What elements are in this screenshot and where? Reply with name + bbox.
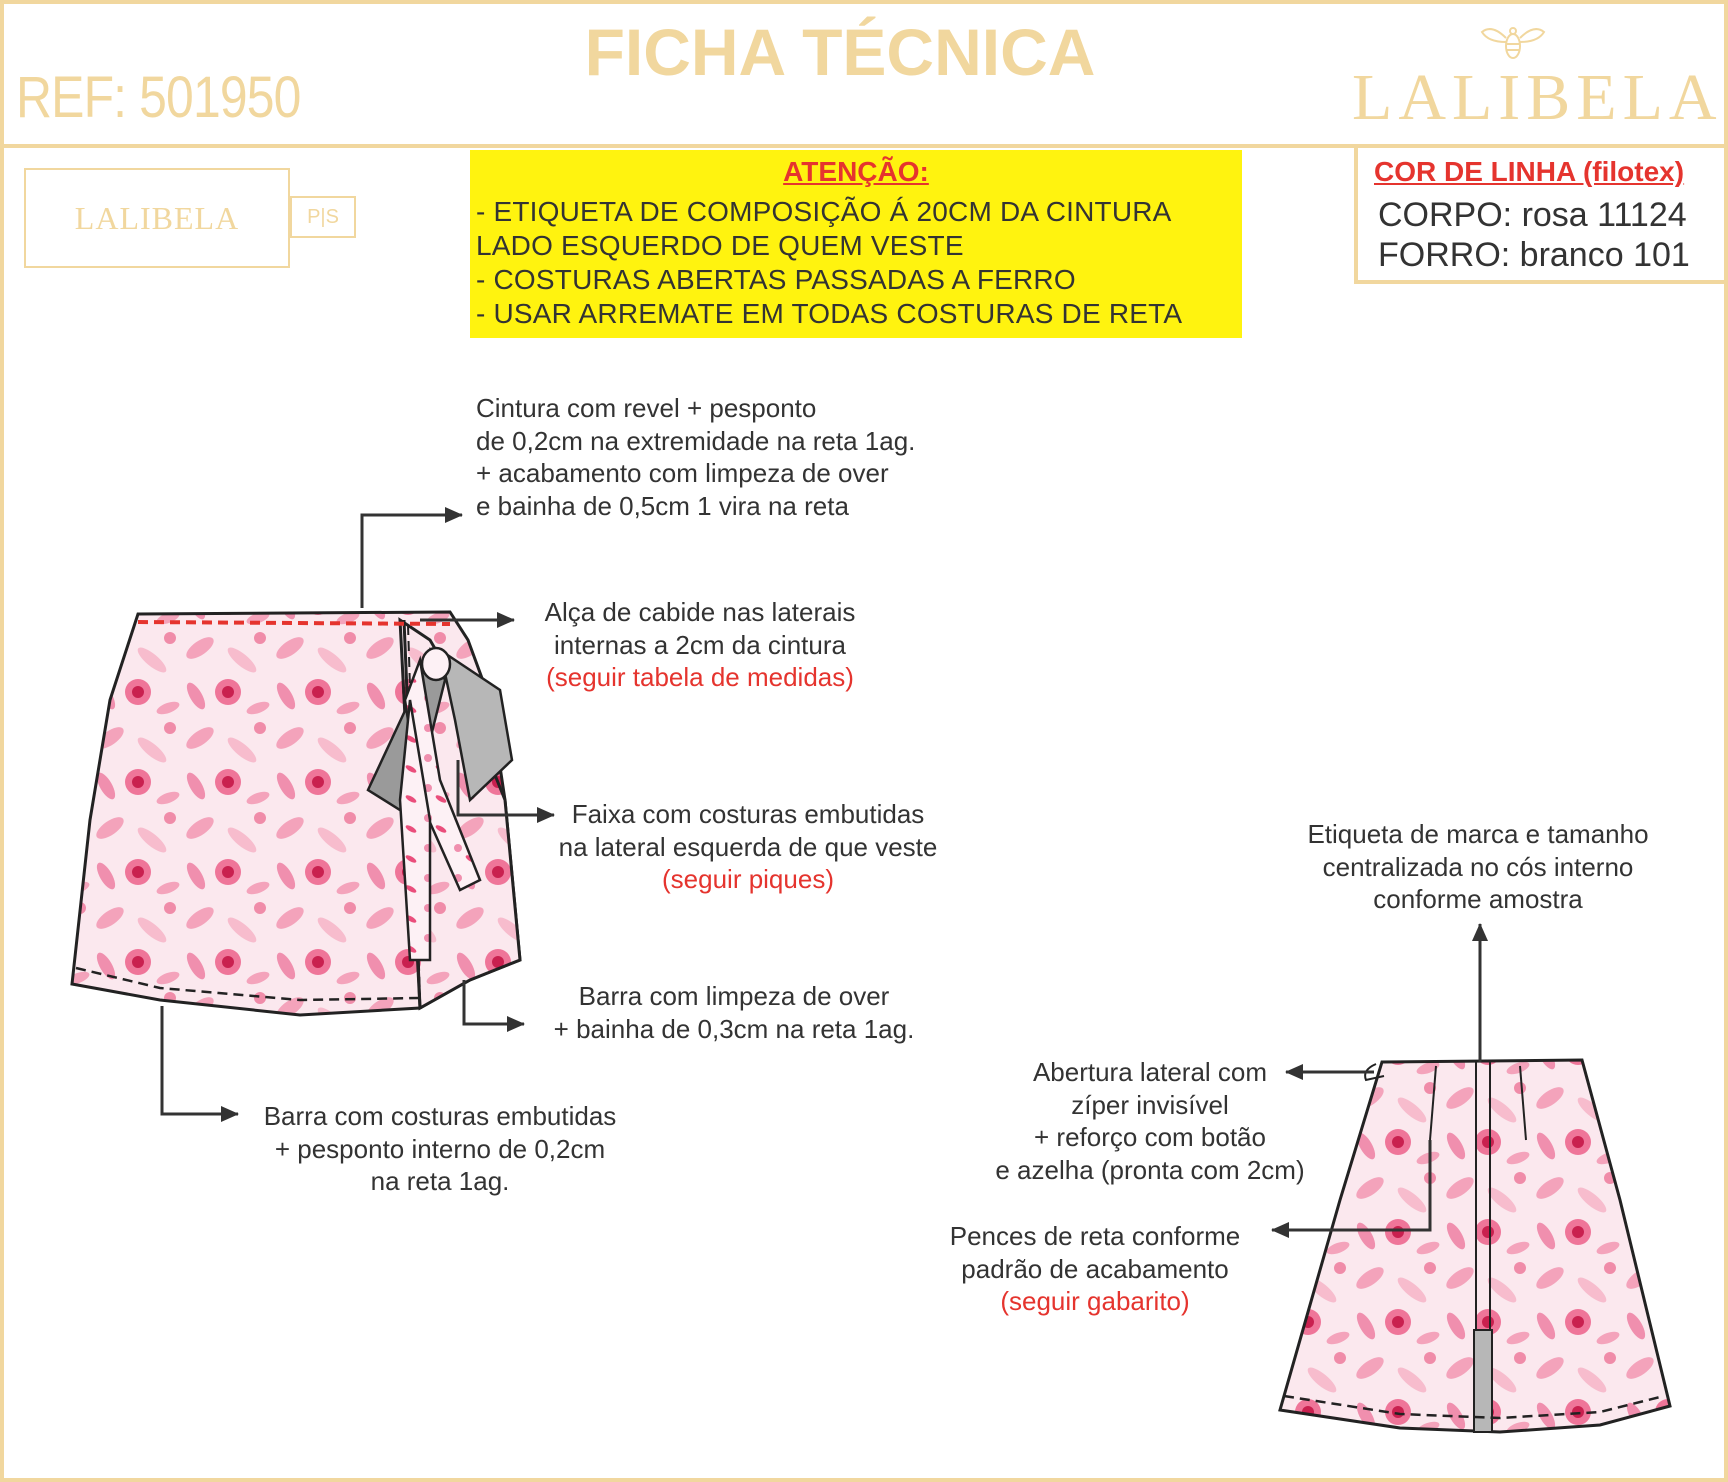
note-line: Cintura com revel + pesponto [476,393,817,423]
note-line: + bainha de 0,3cm na reta 1ag. [553,1013,915,1044]
note-line: Barra com costuras embutidas [263,1101,617,1131]
note-line: na reta 1ag. [370,1166,510,1196]
note-line: + reforço com botão [1034,1122,1266,1152]
note-line: e azelha (pronta com 2cm) [995,1154,1305,1185]
brand-tag-note [1278,818,1678,916]
note-line: conforme amostra [1373,884,1583,914]
note-line: zíper invisível [1071,1089,1229,1120]
hem-over-note [524,980,944,1045]
hem-inner-leader-arrow [162,1006,238,1114]
attention-line: - ETIQUETA DE COMPOSIÇÃO Á 20CM DA CINTURA [476,196,1172,227]
thread-color-title: COR DE LINHA (filotex) [1374,156,1685,187]
note-line: + pesponto interno de 0,2cm [274,1133,606,1164]
brand-logo: LALIBELA [1352,61,1723,134]
note-line: centralizada no cós interno [1322,851,1634,882]
hem-inner-note [240,1100,640,1198]
note-line: Pences de reta conforme [949,1221,1241,1251]
note-line: e bainha de 0,5cm 1 vira na reta [476,490,849,521]
label-brand-text: LALIBELA [74,200,240,236]
front-skirt-drawing [72,612,520,1015]
attention-line: - USAR ARREMATE EM TODAS COSTURAS DE RETA [476,298,1183,329]
waist-note [476,392,915,522]
note-line: de 0,2cm na extremidade na reta 1ag. [476,425,916,456]
size-label: P|S [290,196,356,238]
attention-title: ATENÇÃO: [783,156,929,187]
note-line: internas a 2cm da cintura [554,629,846,660]
note-line: Faixa com costuras embutidas [571,799,925,829]
note-line: + acabamento com limpeza de over [476,458,889,488]
thread-color-body: CORPO: rosa 11124 [1378,196,1687,234]
note-line: na lateral esquerda de que veste [558,831,938,862]
note-line: Etiqueta de marca e tamanho [1307,819,1649,849]
note-line: padrão de acabamento [961,1253,1229,1284]
note-line: Abertura lateral com [1032,1057,1268,1087]
note-instruction-red: (seguir piques) [662,864,834,894]
thread-color-lining: FORRO: branco 101 [1378,236,1690,274]
waist-leader-arrow [362,515,462,608]
reference-code: REF: 501950 [16,65,301,130]
hem-over-leader-arrow [464,980,524,1024]
zipper-note [960,1056,1340,1186]
hanger-note [510,596,890,694]
page-title: FICHA TÉCNICA [584,15,1096,89]
attention-line: LADO ESQUERDO DE QUEM VESTE [476,230,964,261]
darts-note [920,1220,1270,1318]
note-instruction-red: (seguir gabarito) [1000,1286,1190,1316]
note-instruction-red: (seguir tabela de medidas) [546,662,854,692]
sash-note [528,798,968,896]
note-line: Alça de cabide nas laterais [544,597,856,627]
attention-line: - COSTURAS ABERTAS PASSADAS A FERRO [476,264,1076,295]
note-line: Barra com limpeza de over [578,981,890,1011]
